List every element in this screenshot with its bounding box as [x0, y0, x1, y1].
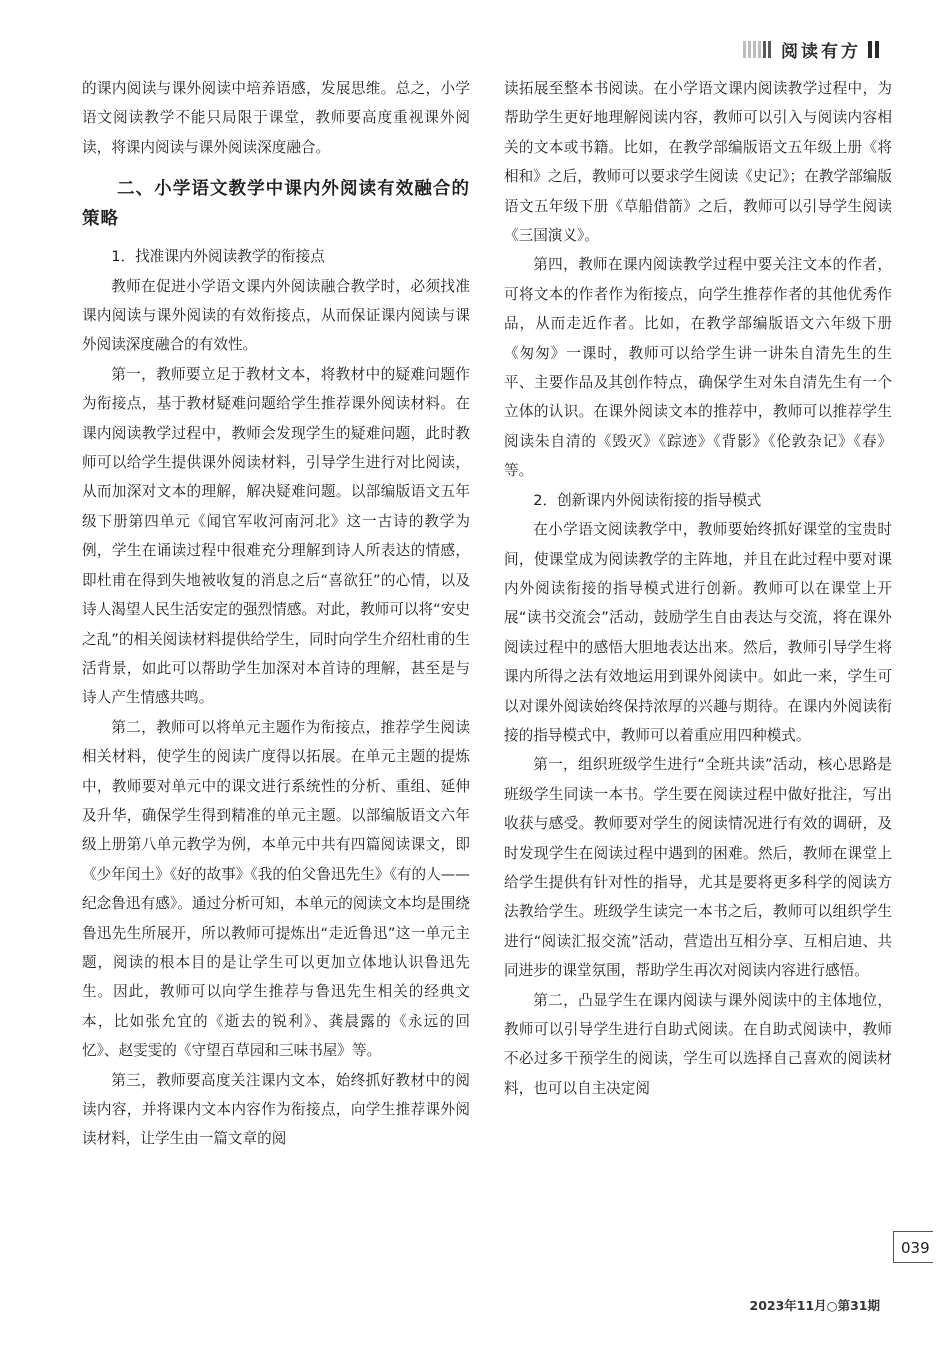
paragraph: 的课内阅读与课外阅读中培养语感，发展思维。总之，小学语文阅读教学不能只局限于课堂，教师要高度重视课外阅读，将课内阅读与课外阅读深度融合。	[82, 80, 470, 156]
paragraph: 教师在促进小学语文课内外阅读融合教学时，必须找准课内阅读与课外阅读的有效衔接点，从而保证课内阅读与课外阅读深度融合的有效性。	[82, 277, 470, 354]
issue-info: 2023年11月○第31期	[749, 1298, 880, 1313]
header-decoration-bars	[743, 41, 773, 58]
section-heading: 二、小学语文教学中课内外阅读有效融合的策略	[82, 179, 470, 230]
right-column	[504, 74, 892, 1103]
page-number: 039	[893, 1231, 933, 1263]
header-end-bars	[868, 41, 882, 58]
paragraph: 读拓展至整本书阅读。在小学语文课内阅读教学过程中，为帮助学生更好地理解阅读内容，教师可以引入与阅读内容相关的文本或书籍。比如，在教学部编版语文五年级上册《将相和》之后，教师可以要求学生阅读《史记》；在教学部编版语文五年级下册《草船借箭》之后，教师可以引导学生阅读《三国演义》。	[504, 80, 892, 245]
running-header	[743, 38, 882, 60]
paragraph: 在小学语文阅读教学中，教师要始终抓好课堂的宝贵时间，使课堂成为阅读教学的主阵地，并且在此过程中要对课内外阅读衔接的指导模式进行创新。教师可以在课堂上开展“读书交流会”活动，鼓励学生自由表达与交流，将在课外阅读过程中的感悟大胆地表达出来。然后，教师引导学生将课内所得之法有效地运用到课外阅读中。如此一来，学生可以对课外阅读始终保持浓厚的兴趣与期待。在课内外阅读衔接的指导模式中，教师可以着重应用四种模式。	[504, 521, 892, 744]
paragraph: 第一，教师要立足于教材文本，将教材中的疑难问题作为衔接点，基于教材疑难问题给学生推荐课外阅读材料。在课内阅读教学过程中，教师会发现学生的疑难问题，此时教师可以给学生提供课外阅读材料，引导学生进行对比阅读，从而加深对文本的理解，解决疑难问题。以部编版语文五年级下册第四单元《闻官军收河南河北》这一古诗的教学为例，学生在诵读过程中很难充分理解到诗人所表达的情感，即杜甫在得到失地被收复的消息之后“喜欲狂”的心情，以及诗人渴望人民生活安定的强烈情感。对此，教师可以将“安史之乱”的相关阅读材料提供给学生，同时向学生介绍杜甫的生活背景，如此可以帮助学生加深对本首诗的理解，甚至是与诗人产生情感共鸣。	[82, 365, 470, 707]
section-label: 阅读有方	[781, 41, 861, 62]
subheading: 2．创新课内外阅读衔接的指导模式	[533, 491, 762, 509]
paragraph: 第三，教师要高度关注课内文本，始终抓好教材中的阅读内容，并将课内文本内容作为衔接点，向学生推荐课外阅读材料，让学生由一篇文章的阅	[82, 1071, 470, 1148]
paragraph: 第一，组织班级学生进行“全班共读”活动，核心思路是班级学生同读一本书。学生要在阅读过程中做好批注，写出收获与感受。教师要对学生的阅读情况进行有效的调研，及时发现学生在阅读过程中遇到的困难。然后，教师在课堂上给学生提供有针对性的指导，尤其是要将更多科学的阅读方法教给学生。班级学生读完一本书之后，教师可以组织学生进行“阅读汇报交流”活动，营造出互相分享、互相启迪、共同进步的课堂氛围，帮助学生再次对阅读内容进行感悟。	[504, 756, 892, 980]
subheading: 1．找准课内外阅读教学的衔接点	[111, 248, 325, 266]
left-column	[82, 74, 470, 1154]
paragraph: 第四，教师在课内阅读教学过程中要关注文本的作者，可将文本的作者作为衔接点，向学生推荐作者的其他优秀作品，从而走近作者。比如，在教学部编版语文六年级下册《匆匆》一课时，教师可以给学生讲一讲朱自清先生的生平、主要作品及其创作特点，确保学生对朱自清先生有一个立体的认识。在课外阅读文本的推荐中，教师可以推荐学生阅读朱自清的《毁灭》《踪迹》《背影》《伦敦杂记》《春》等。	[504, 256, 892, 480]
paragraph: 第二，凸显学生在课内阅读与课外阅读中的主体地位，教师可以引导学生进行自助式阅读。在自助式阅读中，教师不必过多干预学生的阅读，学生可以选择自己喜欢的阅读材料，也可以自主决定阅	[504, 991, 892, 1097]
paragraph: 第二，教师可以将单元主题作为衔接点，推荐学生阅读相关材料，使学生的阅读广度得以拓展。在单元主题的提炼中，教师要对单元中的课文进行系统性的分析、重组、延伸及升华，确保学生得到精准的单元主题。以部编版语文六年级上册第八单元教学为例，本单元中共有四篇阅读课文，即《少年闰土》《好的故事》《我的伯父鲁迅先生》《有的人——纪念鲁迅有感》。通过分析可知，本单元的阅读文本均是围绕鲁迅先生所展开，所以教师可提炼出“走近鲁迅”这一单元主题，阅读的根本目的是让学生可以更加立体地认识鲁迅先生。因此，教师可以向学生推荐与鲁迅先生相关的经典文本，比如张允宜的《逝去的锐利》、龚晨露的《永远的回忆》、赵雯雯的《守望百草园和三味书屋》等。	[82, 718, 470, 1060]
